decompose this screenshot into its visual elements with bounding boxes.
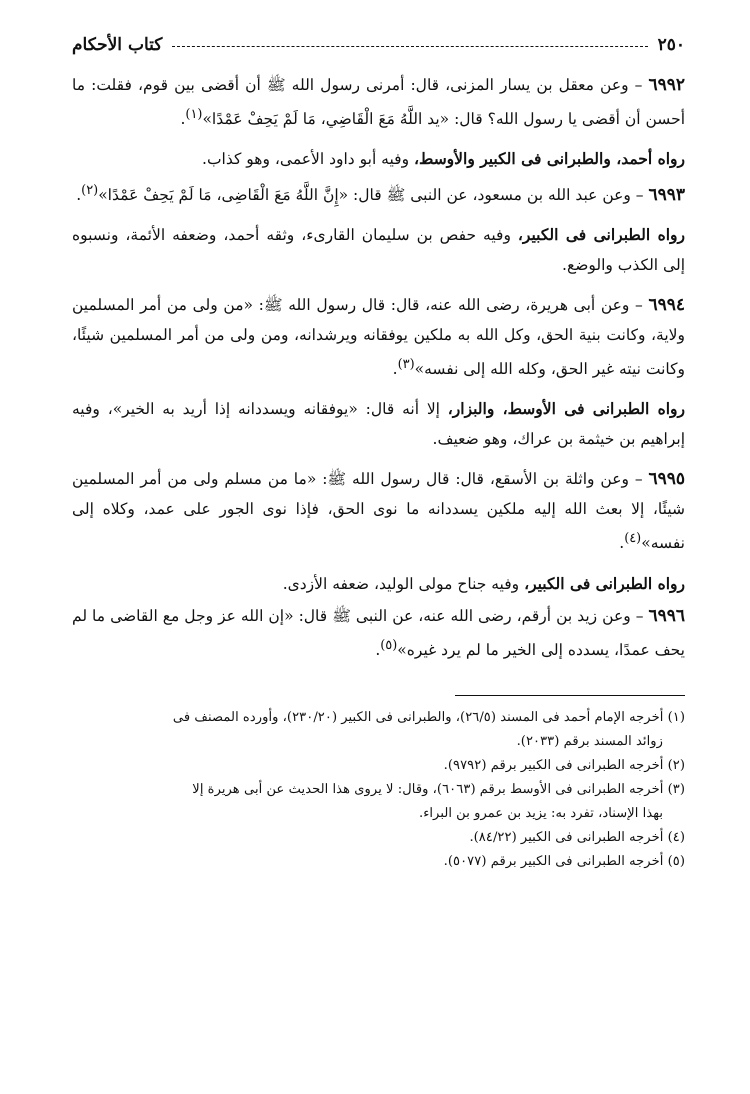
- footnote-text: أخرجه الطبرانى فى الأوسط برقم (٦٠٦٣)، وقال: لا يروى هذا الحديث عن أبى هريرة إلا: [192, 781, 664, 797]
- hadith-6992: ٦٩٩٢ – وعن معقل بن يسار المزنى، قال: أمرنى رسول الله ﷺ أن أقضى بين قوم، فقلت: ما أحسن أن أقضى يا رسول الله؟ قال: «يد اللَّهُ مَعَ الْقَاضِي، مَا لَمْ يَحِفْ عَمْدًا»$^{(١)}$.: [72, 75, 685, 129]
- source-lead: رواه الطبرانى فى الكبير،: [524, 573, 685, 593]
- running-header: [72, 30, 685, 60]
- source-text: وفيه جناح مولى الوليد، ضعفه الأزدى.: [282, 574, 525, 593]
- hadith-number: ٦٩٩٥: [648, 469, 685, 490]
- hadith-number: ٦٩٩٤: [648, 295, 685, 316]
- hadith-source: [72, 394, 685, 454]
- footnote-marker: (٥): [667, 853, 685, 869]
- hadith-source: [72, 569, 685, 599]
- source-text: وفيه أبو داود الأعمى، وهو كذاب.: [202, 150, 414, 169]
- hadith-text: – وعن زيد بن أرقم، رضى الله عنه، عن النبى ﷺ قال: «إن الله عز وجل مع القاضى ما لم يحف عمدًا، يسدده إلى الخير ما لم يرد غيره»: [72, 606, 685, 659]
- footnote-2: [72, 754, 685, 778]
- page-number: ٢٥٠: [657, 35, 685, 55]
- footnote-text-continued: زوائد المسند برقم (٢٠٣٣).: [516, 733, 663, 749]
- hadith-6995: ٦٩٩٥ – وعن واثلة بن الأسقع، قال: قال رسول الله ﷺ: «ما من مسلم ولى من أمر المسلمين شيئًا، إلا بعث الله إليه ملكين يسددانه ما نوى الحق، فإذا نوى الجور على عمد، وكلاه إلى نفسه»$^{(٤)}$.: [72, 469, 685, 553]
- footnote-separator: [455, 695, 685, 696]
- footnote-text: أخرجه الطبرانى فى الكبير برقم (٥٠٧٧).: [443, 853, 664, 869]
- source-lead: رواه الطبرانى فى الكبير،: [517, 225, 685, 245]
- book-title: كتاب الأحكام: [72, 35, 163, 55]
- footnotes: [72, 706, 685, 874]
- header-dashed-rule: [172, 46, 647, 47]
- footnote-text: أخرجه الطبرانى فى الكبير برقم (٩٧٩٢).: [443, 757, 664, 773]
- source-text: وفيه حفص بن سليمان القارىء، وثقه أحمد، وضعفه الأئمة، ونسبوه إلى الكذب والوضع.: [72, 226, 685, 275]
- footnote-ref: (٢): [81, 183, 99, 199]
- hadith-number: ٦٩٩٢: [648, 75, 685, 95]
- footnote-text-continued: بهذا الإسناد، تفرد به: يزيد بن عمرو بن البراء.: [419, 805, 663, 821]
- footnote-text: أخرجه الطبرانى فى الكبير (٨٤/٢٢).: [469, 829, 664, 845]
- hadith-6996: ٦٩٩٦ – وعن زيد بن أرقم، رضى الله عنه، عن النبى ﷺ قال: «إن الله عز وجل مع القاضى ما لم يحف عمدًا، يسدده إلى الخير ما لم يرد غيره»$^{(٥)}$.: [72, 605, 685, 659]
- hadith-6993: ٦٩٩٣ – وعن عبد الله بن مسعود، عن النبى ﷺ قال: «إِنَّ اللَّهُ مَعَ الْقَاضِى، مَا لَمْ يَحِفْ عَمْدًا»$^{(٢)}$.: [76, 183, 685, 206]
- footnote-3: [72, 778, 685, 826]
- footnote-ref: (٣): [397, 357, 415, 373]
- footnote-marker: (٣): [667, 781, 685, 797]
- main-text: [72, 70, 685, 874]
- footnote-ref: (٥): [380, 637, 398, 653]
- footnote-marker: (١): [667, 709, 685, 725]
- hadith-6994: ٦٩٩٤ – وعن أبى هريرة، رضى الله عنه، قال: قال رسول الله ﷺ: «من ولى من أمر المسلمين ولاية، وكانت بنية الحق، وكل الله به ملكين يوفقانه ويرشدانه، ومن ولى من أمر المسلمين شيئًا، وكانت نيته غير الحق، وكله الله إلى نفسه»$^{(٣)}$.: [72, 295, 685, 379]
- footnote-4: [72, 826, 685, 850]
- hadith-source: [72, 220, 685, 280]
- footnote-marker: (٢): [667, 757, 685, 773]
- hadith-text: – وعن أبى هريرة، رضى الله عنه، قال: قال رسول الله ﷺ: «من ولى من أمر المسلمين ولاية، وكانت بنية الحق، وكل الله به ملكين يوفقانه ويرشدانه، ومن ولى من أمر المسلمين شيئًا، وكانت نيته غير الحق، وكله الله إلى نفسه»: [72, 296, 685, 379]
- source-text: إلا أنه قال: «يوفقانه ويسددانه إذا أريد به الخير»، وفيه إبراهيم بن خيثمة بن عراك، وهو ضعيف.: [72, 400, 685, 449]
- hadith-text: – وعن عبد الله بن مسعود، عن النبى ﷺ قال: «إِنَّ اللَّهُ مَعَ الْقَاضِى، مَا لَمْ يَحِفْ عَمْدًا»: [98, 186, 649, 205]
- footnote-ref: (١): [185, 107, 203, 122]
- footnote-ref: (٤): [624, 531, 642, 547]
- source-lead: رواه الطبرانى فى الأوسط، والبزار،: [447, 399, 685, 419]
- source-lead: رواه أحمد، والطبرانى فى الكبير والأوسط،: [413, 149, 685, 169]
- footnote-marker: (٤): [667, 829, 685, 845]
- hadith-text: – وعن واثلة بن الأسقع، قال: قال رسول الله ﷺ: «ما من مسلم ولى من أمر المسلمين شيئًا، إلا بعث الله إليه ملكين يسددانه ما نوى الحق، فإذا نوى الجور على عمد، وكلاه إلى نفسه»: [72, 470, 685, 553]
- hadith-source: [72, 144, 685, 174]
- hadith-text: – وعن معقل بن يسار المزنى، قال: أمرنى رسول الله ﷺ أن أقضى بين قوم، فقلت: ما أحسن أن أقضى يا رسول الله؟ قال: «يد اللَّهُ مَعَ الْقَاضِي، مَا لَمْ يَحِفْ عَمْدًا»: [72, 76, 685, 129]
- footnote-text: أخرجه الإمام أحمد فى المسند (٢٦/٥)، والطبرانى فى الكبير (٢٣٠/٢٠)، وأورده المصنف فى: [172, 709, 664, 725]
- footnote-1: [72, 706, 685, 754]
- footnote-5: [72, 850, 685, 874]
- hadith-number: ٦٩٩٣: [648, 185, 685, 206]
- hadith-number: ٦٩٩٦: [648, 605, 685, 626]
